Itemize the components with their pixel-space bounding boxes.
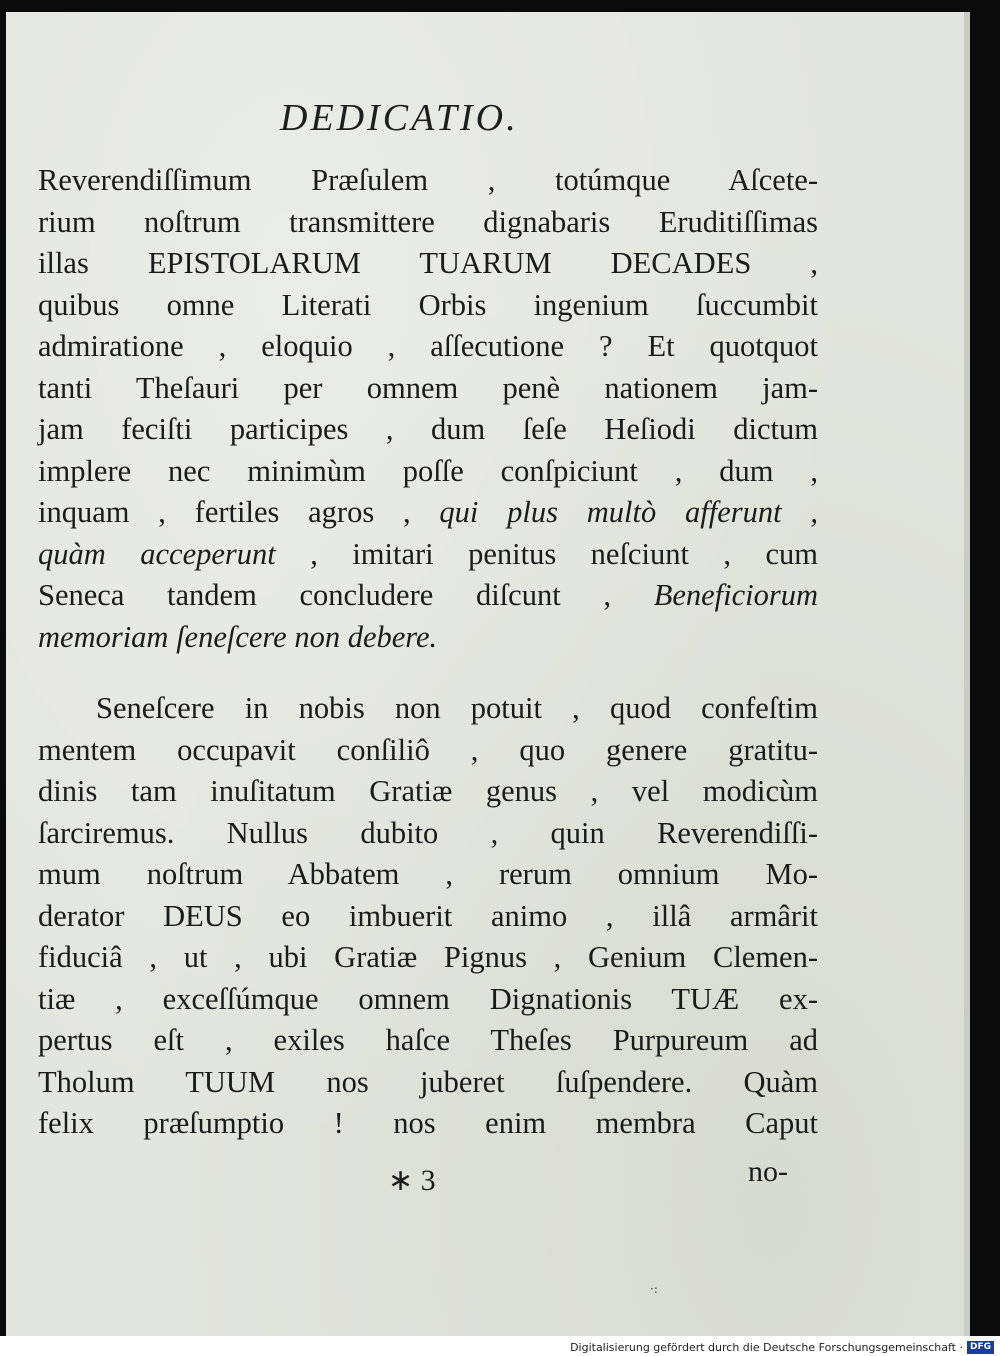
text-line xyxy=(38,534,818,576)
page-heading: DEDICATIO. xyxy=(280,97,519,139)
text-line: pertus eſt , exiles haſce Theſes Purpureum ad xyxy=(38,1023,818,1057)
text-line: implere nec minimùm poſſe conſpiciunt , dum , xyxy=(38,453,818,488)
text-line: Reverendiſſimum Præſulem , totúmque Aſcete- xyxy=(38,163,818,197)
text-line: fiduciâ , ut , ubi Gratiæ Pignus , Genium Clemen- xyxy=(38,940,818,974)
text-line: felix præſumptio ! nos enim membra Caput xyxy=(38,1106,818,1140)
paragraph-1 xyxy=(38,160,818,658)
italic-quote: quàm acceperunt xyxy=(38,536,276,571)
text-line: illas EPISTOLARUM TUARUM DECADES , xyxy=(38,246,818,280)
text-line: jam feciſti participes , dum ſeſe Heſiodi dictum xyxy=(38,412,818,446)
digitization-credit xyxy=(570,1339,994,1355)
italic-quote: Beneficiorum xyxy=(653,578,818,612)
text-line xyxy=(38,492,818,534)
italic-quote: qui plus multò afferunt , xyxy=(439,495,819,529)
text-segment: Seneca tandem concludere diſcunt , xyxy=(38,578,654,612)
text-line: rium noſtrum transmittere dignabaris Eruditiſſimas xyxy=(38,204,818,239)
text-line: tanti Theſauri per omnem penè nationem jam- xyxy=(38,370,818,405)
text-line: admiratione , eloquio , aſſecutione ? Et quotquot xyxy=(38,329,818,363)
text-line: tiæ , exceſſúmque omnem Dignationis TUÆ ex- xyxy=(38,981,818,1016)
text-line: mum noſtrum Abbatem , rerum omnium Mo- xyxy=(38,857,818,891)
text-segment: inquam , fertiles agros , xyxy=(38,495,440,529)
text-line xyxy=(38,575,818,617)
text-line: memoriam ſeneſcere non debere. xyxy=(38,619,438,654)
text-segment: , imitari penitus neſciunt , cum xyxy=(275,536,818,571)
page-edge xyxy=(964,12,970,1336)
text-line: ſarciremus. Nullus dubito , quin Reverendiſſi- xyxy=(38,815,818,850)
text-line: derator DEUS eo imbuerit animo , illâ armârit xyxy=(38,898,818,933)
paragraph-2 xyxy=(38,688,818,1145)
catchword: no- xyxy=(748,1155,788,1188)
text-line: Seneſcere in nobis non potuit , quod confeſtim xyxy=(96,691,818,725)
credit-text: Digitalisierung gefördert durch die Deutsche Forschungsgemeinschaft · xyxy=(570,1340,963,1354)
text-line: Tholum TUUM nos juberet ſuſpendere. Quàm xyxy=(38,1064,818,1099)
ink-speck: ·: xyxy=(650,1282,658,1296)
text-line: dinis tam inuſitatum Gratiæ genus , vel modicùm xyxy=(38,774,818,808)
text-line: mentem occupavit conſiliô , quo genere gratitu- xyxy=(38,732,818,767)
dfg-logo: DFG xyxy=(967,1341,994,1354)
text-line: quibus omne Literati Orbis ingenium ſuccumbit xyxy=(38,287,818,322)
signature-mark: ∗ 3 xyxy=(388,1164,436,1197)
